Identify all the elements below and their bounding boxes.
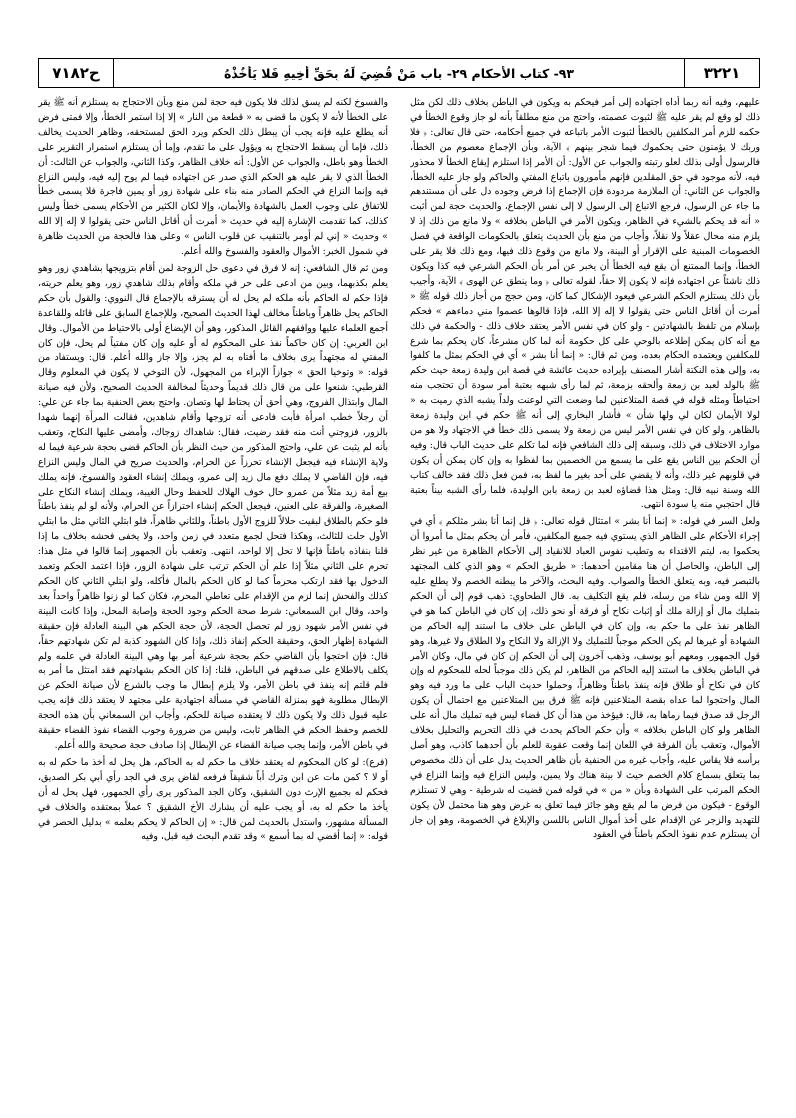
page-header [38, 58, 760, 88]
left-column [38, 96, 388, 1096]
right-paragraph-1: عليهم، وفيه أنه ربما أداه اجتهاده إلى أمر فيحكم به ويكون في الباطن بخلاف ذلك لكن مثل ذلك لو وقع لم يقر عليه ﷺ لثبوت عصمته، واحتج من منع مطلقاً بأنه لو جاز وقوع الخطأ في حكمه للزم أمر المكلفين بالخطأ لثبوت الأمر باتباعه في جميع أحكامه، حتى قال تعالى: ﴿ فلا وربك لا يؤمنون حتى يحكموك فيما شجر بينهم ﴾ الآية، وبأن الإجماع معصوم من الخطأ، فالرسول أولى بذلك لعلو رتبته والجواب عن الأول: أن الأمر إذا استلزم إيقاع الخطأ لا محذور فيه، لأنه موجود في حق المقلدين فإنهم مأمورون باتباع المفتي والحاكم ولو جاز عليه الخطأ، والجواب عن الثاني: أن الملازمة مردودة فإن الإجماع إذا فرض وجوده دل على أن مستندهم ما جاء عن الرسول، فرجع الاتباع إلى الرسول لا إلى نفس الإجماع، والحديث حجة لمن أثبت « أنه قد يحكم بالشيء في الظاهر، ويكون الأمر في الباطن بخلافه » ولا مانع من ذلك إذ لا يلزم منه محال عقلاً ولا نقلاً، وأجاب من منع بأن الحديث يتعلق بالحكومات الواقعة في فصل الخصومات المبنية على الإقرار أو البينة، ولا مانع من وقوع ذلك فيها، ومع ذلك فلا يقر على الخطأ، وإنما الممتنع أن يقع فيه الخطأ أن يخبر عن أمر بأن الحكم الشرعي فيه كذا ويكون ذلك ناشئاً عن اجتهاده فإنه لا يكون إلا حقاً، لقوله تعالى ﴿ وما ينطق عن الهوى ﴾ الآية، وأجيب بأن ذلك يستلزم الحكم الشرعي فيعود الإشكال كما كان، ومن حجج من أجاز ذلك قوله ﷺ « أمرت أن أقاتل الناس حتى يقولوا لا إله إلا الله، فإذا قالوها عصموا مني دماءهم » فحكم بإسلام من تلفظ بالشهادتين - ولو كان في نفس الأمر يعتقد خلاف ذلك - والحكمة في ذلك مع أنه كان يمكن إطلاعه بالوحي على كل حكومة أنه لما كان مشرعاً، كان يحكم بما شرع للمكلفين ويعتمده الحكام بعده، ومن ثم قال: « إنما أنا بشر » أي في الحكم بمثل ما كلفوا به، وإلى هذه النكتة أشار المصنف بإيراده حديث عائشة في قصة ابن وليدة زمعة حيث حكم ﷺ بالولد لعبد بن زمعة وألحقه بزمعة، ثم لما رأى شبهه بعتبة أمر سودة أن تحتجب منه احتياطاً ومثله قوله في قصة المتلاعنين لما وضعت التي لوعنت ولداً يشبه الذي رميت به « لولا الأيمان لكان لي ولها شأن » فأشار البخاري إلى أنه ﷺ حكم في ابن وليدة زمعة بالظاهر، ولو كان في نفس الأمر ليس من زمعة ولا يسمى ذلك خطأ في الاجتهاد ولا هو من موارد الاختلاف في ذلك، وسبقه إلى ذلك الشافعي فإنه لما تكلم على حديث الباب قال: وفيه أن الحكم بين الناس يقع على ما يسمع من الخصمين بما لفظوا به وإن كان يمكن أن يكون في قلوبهم غير ذلك، وأنه لا يقضي على أحد بغير ما لفظ به، فمن فعل ذلك فقد خالف كتاب الله وسنة نبيه قال: ومثل هذا قضاؤه لعبد بن زمعة بابن الوليدة، فلما رأى الشبه بيناً بعتبة قال احتجبي منه يا سودة انتهى. [410, 97, 760, 511]
right-column [410, 96, 760, 1096]
left-paragraph-3: (فرع): لو كان المحكوم له يعتقد خلاف ما حكم له به الحاكم، هل يحل له أخذ ما حكم له به أو لا ؟ كمن مات عن ابن وترك أباً شقيقاً فرفعه لقاض يرى في الجد رأي أبي بكر الصديق، فحكم له بجميع الإرث دون الشقيق، وكان الجد المذكور يرى رأي الجمهور، فهل يحل له أن يأخذ ما حكم له به، أو يجب عليه أن يشارك الأخ الشقيق ؟ عملاً بمعتقده والخلاف في المسألة مشهور، واستدل بالحديث لمن قال: « إن الحاكم لا يحكم بعلمه » بدليل الحصر في قوله: « إنما أقضي له بما أسمع » وقد تقدم البحث فيه قبل، وفيه [38, 756, 388, 843]
left-paragraph-1: والفسوخ لكنه لم يسق لذلك فلا يكون فيه حجة لمن منع وبأن الاحتجاج به يستلزم أنه ﷺ يقر على الخطأ لأنه لا يكون ما قضى به « قطعة من النار » إلا إذا استمر الخطأ، وإلا فمتى فرض أنه يطلع عليه فإنه يجب أن يبطل ذلك الحكم ويرد الحق لمستحقه، وظاهر الحديث يخالف ذلك، فإما أن يسقط الاحتجاج به ويؤول على ما تقدم، وإما أن يستلزم استمرار التقرير على الخطأ وهو باطل، والجواب عن الأول: أنه خلاف الظاهر، وكذا الثاني، والجواب عن الثالث: أن الخطأ الذي لا يقر عليه هو الحكم الذي صدر عن اجتهاده فيما لم يوح إليه فيه، وليس النزاع فيه وإنما النزاع في الحكم الصادر منه بناء على شهادة زور أو يمين فاجرة فلا يسمى خطأ للاتفاق على وجوب العمل بالشهادة والأيمان، وإلا لكان الكثير من الأحكام يسمى خطأ وليس كذلك، كما تقدمت الإشارة إليه في حديث « أمرت أن أقاتل الناس حتى يقولوا لا إله إلا الله » وحديث « إني لم أومر بالتنقيب عن قلوب الناس » وعلى هذا فالحجة من الحديث ظاهرة في شمول الخبر: الأموال والعقود والفسوخ والله أعلم. [38, 97, 388, 258]
page-number: ٣٢٢١ [684, 59, 759, 87]
text-columns [38, 96, 760, 1096]
left-paragraph-2: ومن ثم قال الشافعي: إنه لا فرق في دعوى حل الزوجة لمن أقام بتزويجها بشاهدي زور وهو يعلم بكذبهما، وبين من ادعى على حر في ملكه وأقام بذلك شاهدي زور، وهو يعلم حريته، فإذا حكم له الحاكم بأنه ملكه لم يحل له أن يسترقه بالإجماع قال النووي: والقول بأن حكم الحاكم يحل ظاهراً وباطناً مخالف لهذا الحديث الصحيح، وللإجماع السابق على قائله وللقاعدة أجمع العلماء عليها ووافقهم القائل المذكور، وهو أن الإبضاع أولى بالاحتياط من الأموال. وقال ابن العربي: إن كان حاكماً نفذ على المحكوم له أو عليه وإن كان مفتياً لم يحل، فإن كان المفتي له مجتهداً يرى بخلاف ما أفتاه به لم يجز، وإلا جاز والله أعلم. قال: ويستفاد من قوله: « وتوخيا الحق » جوازاً الإبراء من المجهول، لأن التوخي لا يكون في المعلوم وقال القرطبي: شنعوا على من قال ذلك قديماً وحديثاً لمخالفة الحديث الصحيح، ولأن فيه صيانة المال وابتذال الفروج، وهي أحق أن يحتاط لها وتصان. واحتج بعض الحنفية بما جاء عن علي: أن رجلاً خطب امرأة فأبت فادعى أنه تزوجها وأقام شاهدين، فقالت المرأة إنهما شهدا بالزور، فزوجني أنت منه فقد رضيت، فقال: شاهداك زوجاك، وأمضى عليها النكاح، وتعقب بأنه لم يثبت عن علي، واحتج المذكور من حيث النظر بأن الحاكم قضى بحجة شرعية فيما له ولاية الإنشاء فيه فيجعل الإنشاء تحرزاً عن الحرام، والحديث صريح في المال وليس النزاع فيه، فإن القاضي لا يملك دفع مال زيد إلى عمرو، ويملك إنشاء العقود والفسوخ، فإنه يملك بيع أمة زيد مثلاً من عمرو حال خوف الهلاك للحفظ وحال الغيبة، ويملك إنشاء النكاح على الصغيرة، والفرقة على العنين، فيجعل الحكم إنشاء احترازاً عن الحرام، ولأنه لو لم ينفذ باطناً فلو حكم بالطلاق لبقيت حلالاً للزوج الأول باطناً، وللثاني ظاهراً، فلو ابتلي الثاني مثل ما ابتلي الأول حلت للثالث، وهكذا فتحل لجمع متعدد في زمن واحد، ولا يخفى فحشه بخلاف ما إذا قلنا بنفاذه باطناً فإنها لا تحل إلا لواحد، انتهى. وتعقب بأن الجمهور إنما قالوا في مثل هذا: تحرم على الثاني مثلاً إذا علم أن الحكم ترتب على شهادة الزور، فإذا اعتمد الحكم وتعمد الدخول بها فقد ارتكب محرماً كما لو كان الحكم بالمال فأكله، ولو ابتلي الثاني كان الحكم كذلك والفحش إنما لزم من الإقدام على تعاطي المحرم، فكان كما لو زنوا ظاهراً واحداً بعد واحد، وقال ابن السمعاني: شرط صحة الحكم وجود الحجة وإصابة المحل، وإذا كانت البينة في نفس الأمر شهود زور لم تحصل الحجة، لأن حجة الحكم هي البينة العادلة فإن حقيقة الشهادة إظهار الحق، وحقيقة الحكم إنفاذ ذلك، وإذا كان الشهود كذبة لم تكن شهادتهم حقاً، قال: فإن احتجوا بأن القاضي حكم بحجة شرعية أمر بها وهي البينة العادلة في علمه ولم يكلف بالاطلاع على صدقهم في الباطن، قلنا: إذا كان الحكم بشهادتهم فقد امتثل ما أمر به فلم قلتم إنه ينفذ في باطن الأمر، ولا يلزم إبطال ما وجب بالشرع لأن صيانة الحكم عن الإبطال مطلوبة فهو بمنزلة القاضي في مسألة اجتهادية على مجتهد لا يعتقد ذلك فإنه يجب عليه قبول ذلك ولا يكون ذلك لا يعتقده صيانة للحكم، وأجاب ابن السمعاني بأن هذه الحجة للخصم وحفظ الحكم في الظاهر ثابت، وليس من ضرورة وجوب القضاء نفوذ القضاء حقيقة في باطن الأمر، وإنما يجب صيانة القضاء عن الإبطال إذا صادف حجة صحيحة والله أعلم. [38, 262, 388, 751]
book-page [38, 58, 760, 1098]
right-paragraph-2: ولعل السر في قوله: « إنما أنا بشر » امتثال قوله تعالى: ﴿ قل إنما أنا بشر مثلكم ﴾ أي في إجراء الأحكام على الظاهر الذي يستوي فيه جميع المكلفين، فأمر أن يحكم بمثل ما أمروا أن يحكموا به، ليتم الاقتداء به وتطيب نفوس العباد للانقياد إلى الأحكام الظاهرة من غير نظر إلى الباطن، والحاصل أن هنا مقامين أحدهما: « طريق الحكم » وهو الذي كلف المجتهد بالتبصر فيه، وبه يتعلق الخطأ والصواب. وفيه البحث، والآخر ما يبطنه الخصم ولا يطلع عليه إلا الله ومن شاء من رسله، فلم يقع التكليف به. قال الطحاوي: ذهب قوم إلى أن الحكم بتمليك مال أو إزالة ملك أو إثبات نكاح أو فرقة أو نحو ذلك، إن كان في الباطن كما هو في الظاهر نفذ على ما حكم به، وإن كان في الباطن على خلاف ما استند إليه الحاكم من الشهادة أو غيرها لم يكن الحكم موجباً للتمليك ولا الإزالة ولا النكاح ولا الطلاق ولا غيرها، وهو قول الجمهور، ومعهم أبو يوسف، وذهب آخرون إلى أن الحكم إن كان في مال، وكان الأمر في الباطن بخلاف ما استند إليه الحاكم من الظاهر، لم يكن ذلك موجباً لحله للمحكوم له وإن كان في نكاح أو طلاق فإنه ينفذ باطناً وظاهراً، وحملوا حديث الباب على ما ورد فيه وهو المال واحتجوا لما عداه بقصة المتلاعنين فإنه ﷺ فرق بين المتلاعنين مع احتمال أن يكون الرجل قد صدق فيما رماها به، قال: فيؤخذ من هذا أن كل قضاء ليس فيه تمليك مال أنه على الظاهر ولو كان الباطن بخلافه » وأن حكم الحاكم يحدث في ذلك التحريم والتحليل بخلاف الأموال، وتعقب بأن الفرقة في اللعان إنما وقعت عقوبة للعلم بأن أحدهما كاذب، وهو أصل برأسه فلا يقاس عليه، وأجاب غيره من الحنفية بأن ظاهر الحديث يدل على أن ذلك مخصوص بما يتعلق بسماع كلام الخصم حيث لا بينة هناك ولا يمين، وليس النزاع فيه وإنما النزاع في الحكم المرتب على الشهادة وبأن « من » في قوله فمن قضيت له شرطية - وهي لا تستلزم الوقوع - فيكون من فرض ما لم يقع وهو جائز فيما تعلق به غرض وهو هنا محتمل لأن يكون للتهديد والزجر عن الإقدام على أخذ أموال الناس باللسن والإبلاغ في الخصومة، وهو إن جاز أن يستلزم عدم نفوذ الحكم باطناً في العقود [410, 516, 760, 841]
chapter-title: ٩٣- كتاب الأحكام ٢٩- باب مَنْ قُضِيَ لَهُ بِحَقِّ أَخِيهِ فَلا يَأْخُذْهُ [223, 65, 575, 81]
hadith-reference: ح٧١٨٢ [39, 59, 114, 87]
